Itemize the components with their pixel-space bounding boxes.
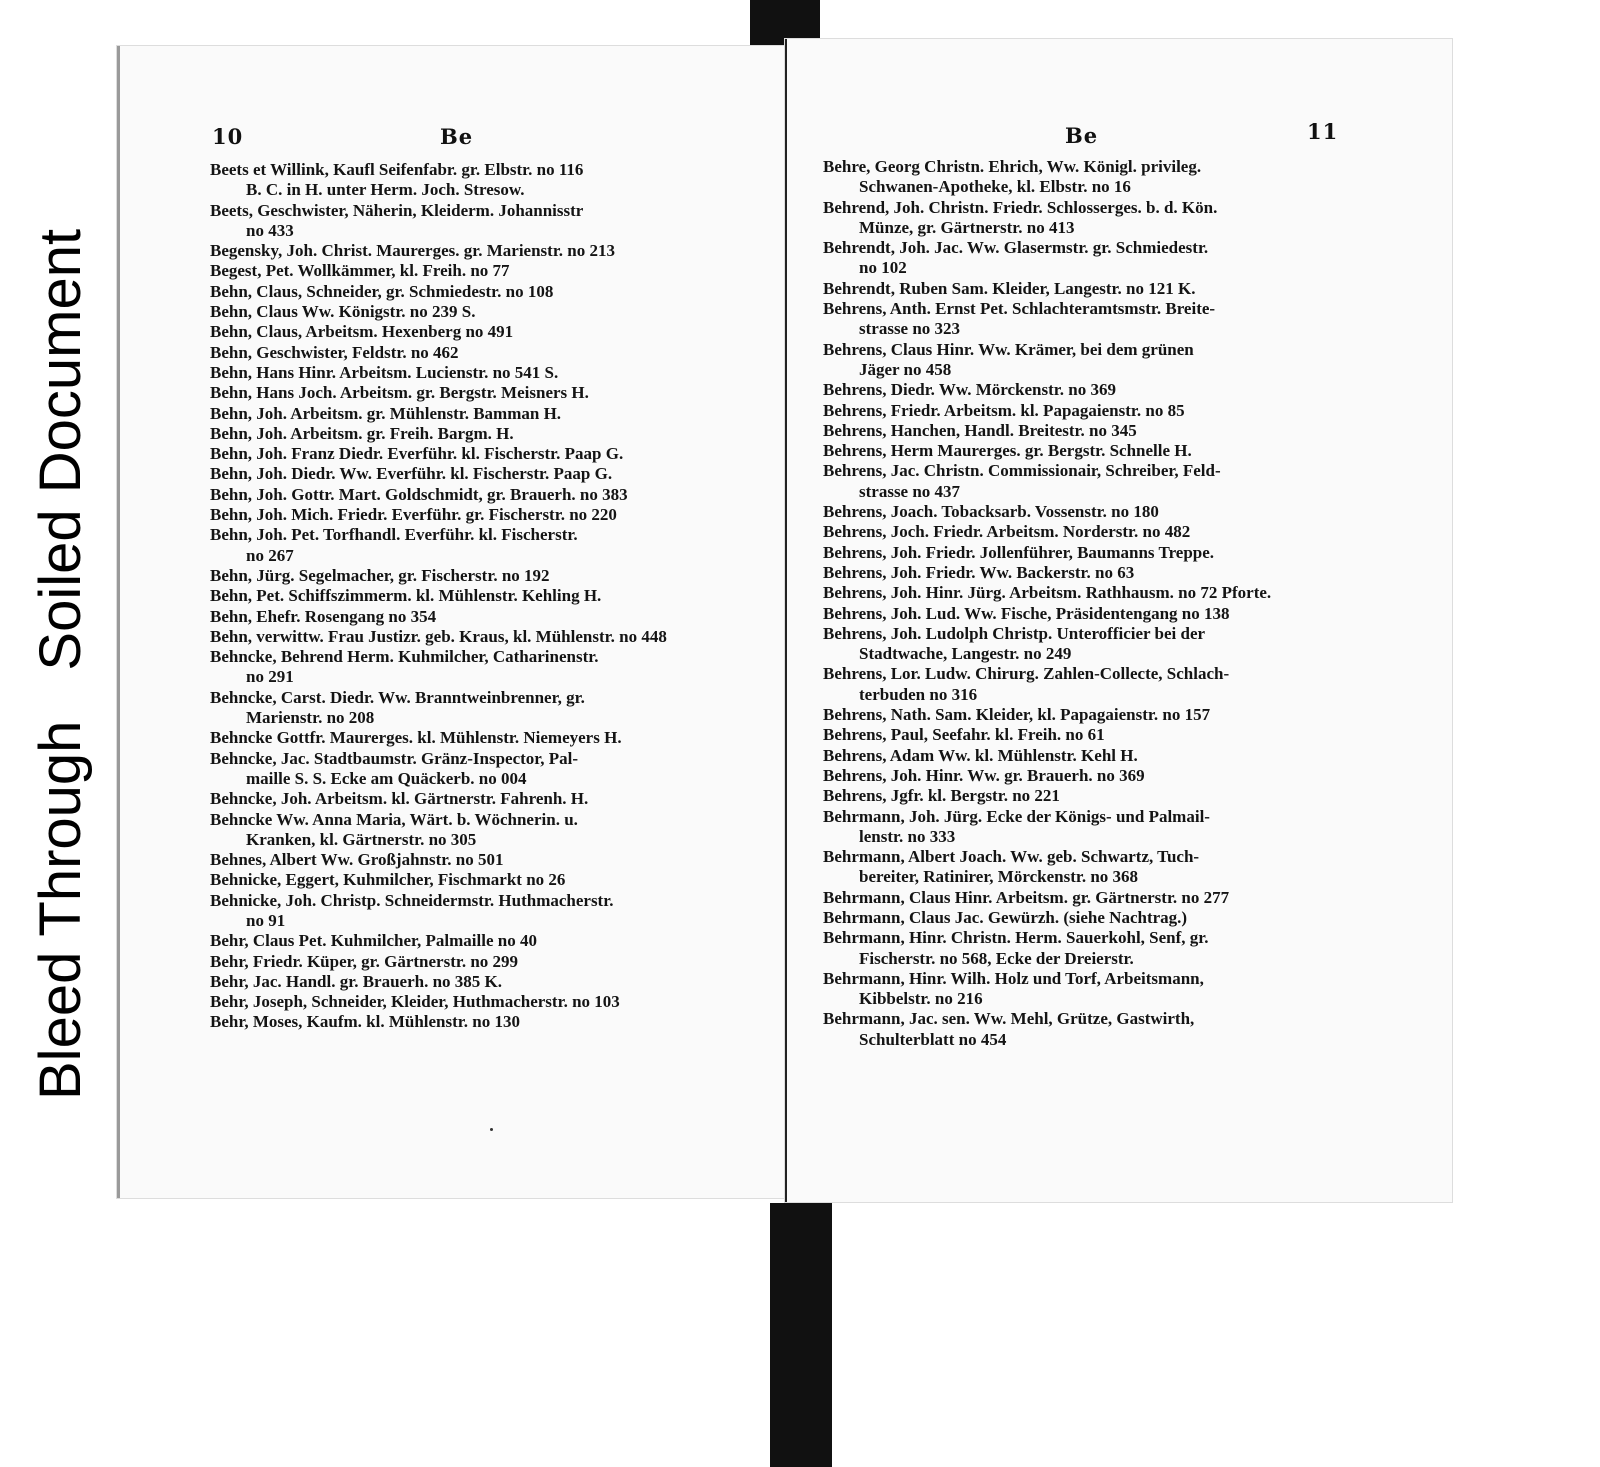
directory-entry: [823, 766, 1423, 786]
directory-entry: [823, 340, 1423, 381]
directory-entry: [823, 786, 1423, 806]
entry-line: Behr, Claus Pet. Kuhmilcher, Palmaille no 40: [210, 931, 537, 951]
entry-line: Behr, Jac. Handl. gr. Brauerh. no 385 K.: [210, 971, 503, 991]
directory-entry: [823, 664, 1423, 705]
directory-entry: [823, 1009, 1423, 1050]
entry-line: Behncke Gottfr. Maurerges. kl. Mühlenstr. Niemeyers H.: [210, 728, 622, 748]
bleed-through-label: Bleed Through: [27, 720, 93, 1100]
entry-line: Behrens, Herm Maurerges. gr. Bergstr. Schnelle H.: [823, 441, 1192, 461]
left-page-head: Be: [440, 124, 474, 149]
entry-line: Behrmann, Hinr. Wilh. Holz und Torf, Arbeitsmann,: [823, 968, 1204, 988]
entry-line: Behn, Joh. Pet. Torfhandl. Everführ. kl. Fischerstr.: [210, 525, 578, 545]
directory-entry: [210, 160, 800, 201]
entry-line: Behn, Claus, Schneider, gr. Schmiedestr. no 108: [210, 281, 554, 301]
directory-entry: [210, 505, 800, 525]
entry-line: Behrens, Joh. Friedr. Jollenführer, Baumanns Treppe.: [823, 542, 1215, 562]
directory-entry: [823, 157, 1423, 198]
entry-line: Behn, Claus Ww. Königstr. no 239 S.: [210, 302, 476, 322]
directory-entry: [823, 969, 1423, 1010]
directory-entry: [823, 725, 1423, 745]
entry-line: Behrens, Anth. Ernst Pet. Schlachteramtsmstr. Breite-: [823, 299, 1216, 319]
directory-entry: [823, 441, 1423, 461]
directory-entry: [210, 972, 800, 992]
entry-line: Behrens, Joach. Tobacksarb. Vossenstr. no 180: [823, 502, 1159, 522]
entry-line: Behn, Ehefr. Rosengang no 354: [210, 606, 437, 626]
directory-entry: [210, 789, 800, 809]
entry-line: Behn, Hans Joch. Arbeitsm. gr. Bergstr. Meisners H.: [210, 383, 589, 403]
entry-line: Behn, Joh. Arbeitsm. gr. Mühlenstr. Bamman H.: [210, 403, 562, 423]
directory-entry: [823, 502, 1423, 522]
entry-continuation: strasse no 437: [859, 481, 961, 501]
directory-entry: [210, 404, 800, 424]
entry-line: Behrens, Jgfr. kl. Bergstr. no 221: [823, 786, 1060, 806]
directory-entry: [823, 401, 1423, 421]
directory-entry: [210, 647, 800, 688]
directory-entry: [210, 566, 800, 586]
entry-continuation: bereiter, Ratinirer, Mörckenstr. no 368: [859, 867, 1139, 887]
soiled-document-label: Soiled Document: [27, 228, 93, 671]
entry-continuation: Fischerstr. no 568, Ecke der Dreierstr.: [859, 948, 1134, 968]
entry-continuation: no 91: [246, 910, 286, 930]
directory-entry: [210, 383, 800, 403]
directory-entry: [210, 688, 800, 729]
entry-line: Behrens, Paul, Seefahr. kl. Freih. no 61: [823, 725, 1105, 745]
directory-entry: [210, 952, 800, 972]
entry-line: Behrendt, Joh. Jac. Ww. Glasermstr. gr. Schmiedestr.: [823, 238, 1209, 258]
directory-entry: [210, 810, 800, 851]
entry-continuation: Münze, gr. Gärtnerstr. no 413: [859, 217, 1075, 237]
entry-line: Behrens, Jac. Christn. Commissionair, Schreiber, Feld-: [823, 461, 1221, 481]
directory-entry: [823, 928, 1423, 969]
directory-entry: [210, 485, 800, 505]
entry-line: Behncke, Jac. Stadtbaumstr. Gränz-Inspector, Pal-: [210, 748, 579, 768]
entry-line: Behn, Joh. Gottr. Mart. Goldschmidt, gr. Brauerh. no 383: [210, 484, 628, 504]
entry-line: Behrens, Diedr. Ww. Mörckenstr. no 369: [823, 380, 1116, 400]
entry-continuation: no 267: [246, 545, 294, 565]
entry-line: Behrmann, Hinr. Christn. Herm. Sauerkohl, Senf, gr.: [823, 928, 1209, 948]
directory-entry: [823, 198, 1423, 239]
entry-line: Behn, Claus, Arbeitsm. Hexenberg no 491: [210, 322, 514, 342]
entry-continuation: Marienstr. no 208: [246, 708, 375, 728]
directory-entry: [210, 261, 800, 281]
directory-entry: [823, 705, 1423, 725]
directory-entry: [210, 931, 800, 951]
directory-entry: [823, 299, 1423, 340]
directory-entry: [823, 238, 1423, 279]
entry-line: Behrens, Nath. Sam. Kleider, kl. Papagaienstr. no 157: [823, 705, 1211, 725]
ink-speck: [490, 1128, 493, 1131]
entry-continuation: terbuden no 316: [859, 684, 978, 704]
entry-line: Behrens, Hanchen, Handl. Breitestr. no 345: [823, 420, 1137, 440]
entry-line: Behn, verwittw. Frau Justizr. geb. Kraus, kl. Mühlenstr. no 448: [210, 626, 667, 646]
entry-continuation: Kranken, kl. Gärtnerstr. no 305: [246, 829, 477, 849]
directory-entry: [823, 522, 1423, 542]
entry-line: Behn, Joh. Mich. Friedr. Everführ. gr. Fischerstr. no 220: [210, 505, 617, 525]
directory-entry: [210, 891, 800, 932]
directory-entry: [210, 525, 800, 566]
entry-line: Behr, Moses, Kaufm. kl. Mühlenstr. no 130: [210, 1012, 520, 1032]
entry-line: Behr, Joseph, Schneider, Kleider, Huthmacherstr. no 103: [210, 992, 620, 1012]
entry-line: Behr, Friedr. Küper, gr. Gärtnerstr. no 299: [210, 951, 519, 971]
entry-line: Behn, Joh. Franz Diedr. Everführ. kl. Fischerstr. Paap G.: [210, 444, 624, 464]
directory-entry: [210, 363, 800, 383]
directory-entry: [210, 607, 800, 627]
directory-entry: [210, 424, 800, 444]
entry-line: Behrend, Joh. Christn. Friedr. Schlosserges. b. d. Kön.: [823, 197, 1218, 217]
entry-line: Behrens, Friedr. Arbeitsm. kl. Papagaienstr. no 85: [823, 400, 1185, 420]
entry-line: Beets et Willink, Kaufl Seifenfabr. gr. Elbstr. no 116: [210, 160, 584, 179]
directory-entry: [823, 279, 1423, 299]
entry-continuation: Kibbelstr. no 216: [859, 989, 983, 1009]
entry-line: Behn, Geschwister, Feldstr. no 462: [210, 342, 459, 362]
entry-line: Behrens, Joh. Hinr. Ww. gr. Brauerh. no 369: [823, 765, 1145, 785]
directory-entry: [823, 807, 1423, 848]
binding-tape-bottom: [770, 1203, 832, 1467]
entry-continuation: B. C. in H. unter Herm. Joch. Stresow.: [246, 180, 525, 200]
entry-line: Behn, Joh. Arbeitsm. gr. Freih. Bargm. H.: [210, 423, 514, 443]
entry-line: Behrendt, Ruben Sam. Kleider, Langestr. no 121 K.: [823, 278, 1196, 298]
entry-line: Behrmann, Joh. Jürg. Ecke der Königs- und Palmail-: [823, 806, 1210, 826]
entry-line: Beets, Geschwister, Näherin, Kleiderm. Johannisstr: [210, 200, 584, 220]
entry-line: Behrens, Adam Ww. kl. Mühlenstr. Kehl H.: [823, 745, 1138, 765]
entry-line: Behncke Ww. Anna Maria, Wärt. b. Wöchnerin. u.: [210, 809, 578, 829]
directory-entry: [823, 847, 1423, 888]
entry-line: Begest, Pet. Wollkämmer, kl. Freih. no 77: [210, 261, 510, 281]
directory-entry: [823, 461, 1423, 502]
entry-line: Behnes, Albert Ww. Großjahnstr. no 501: [210, 850, 504, 870]
directory-entry: [210, 444, 800, 464]
directory-entry: [823, 421, 1423, 441]
entry-continuation: no 433: [246, 220, 294, 240]
entry-line: Behre, Georg Christn. Ehrich, Ww. Königl. privileg.: [823, 157, 1202, 176]
entry-continuation: no 291: [246, 667, 294, 687]
entry-line: Behn, Joh. Diedr. Ww. Everführ. kl. Fischerstr. Paap G.: [210, 464, 613, 484]
entry-continuation: strasse no 323: [859, 319, 961, 339]
entry-line: Behncke, Joh. Arbeitsm. kl. Gärtnerstr. Fahrenh. H.: [210, 789, 589, 809]
entry-line: Behrmann, Claus Jac. Gewürzh. (siehe Nachtrag.): [823, 907, 1188, 927]
directory-entry: [823, 604, 1423, 624]
entry-line: Behrens, Joh. Ludolph Christp. Unterofficier bei der: [823, 623, 1206, 643]
directory-entry: [823, 746, 1423, 766]
entry-line: Behrens, Joh. Friedr. Ww. Backerstr. no 63: [823, 562, 1135, 582]
entry-line: Behrens, Joh. Hinr. Jürg. Arbeitsm. Rathhausm. no 72 Pforte.: [823, 583, 1272, 603]
left-page: [117, 46, 788, 1198]
entry-line: Behrmann, Jac. sen. Ww. Mehl, Grütze, Gastwirth,: [823, 1009, 1195, 1029]
directory-entry: [210, 302, 800, 322]
entry-continuation: Stadtwache, Langestr. no 249: [859, 644, 1072, 664]
entry-line: Behrens, Lor. Ludw. Chirurg. Zahlen-Collecte, Schlach-: [823, 664, 1230, 684]
directory-entry: [823, 563, 1423, 583]
entry-continuation: no 102: [859, 258, 907, 278]
directory-entry: [210, 749, 800, 790]
directory-entry: [210, 241, 800, 261]
entry-line: Behncke, Behrend Herm. Kuhmilcher, Catharinenstr.: [210, 647, 599, 667]
right-page-number: 11: [1307, 119, 1339, 144]
directory-entry: [823, 543, 1423, 563]
directory-entry: [210, 992, 800, 1012]
directory-entry: [210, 627, 800, 647]
directory-entry: [210, 282, 800, 302]
directory-entry: [210, 201, 800, 242]
entry-line: Behrens, Joch. Friedr. Arbeitsm. Norderstr. no 482: [823, 522, 1191, 542]
directory-entry: [823, 888, 1423, 908]
entry-line: Behrmann, Claus Hinr. Arbeitsm. gr. Gärtnerstr. no 277: [823, 887, 1230, 907]
entry-line: Behn, Hans Hinr. Arbeitsm. Lucienstr. no 541 S.: [210, 362, 559, 382]
directory-entry: [210, 464, 800, 484]
left-page-number: 10: [212, 124, 244, 149]
right-page: [785, 39, 1452, 1202]
right-page-head: Be: [1065, 123, 1099, 148]
entry-line: Behncke, Carst. Diedr. Ww. Branntweinbrenner, gr.: [210, 687, 585, 707]
directory-entry: [210, 586, 800, 606]
entry-continuation: lenstr. no 333: [859, 826, 956, 846]
entry-continuation: Schulterblatt no 454: [859, 1029, 1007, 1049]
entry-line: Behrmann, Albert Joach. Ww. geb. Schwartz, Tuch-: [823, 847, 1200, 867]
entry-continuation: Schwanen-Apotheke, kl. Elbstr. no 16: [859, 177, 1131, 197]
entry-continuation: Jäger no 458: [859, 359, 952, 379]
directory-entry: [210, 322, 800, 342]
condition-label: [20, 100, 100, 1100]
directory-entry: [210, 1012, 800, 1032]
directory-entry: [210, 850, 800, 870]
directory-entry: [210, 870, 800, 890]
directory-entry: [823, 908, 1423, 928]
entry-line: Behnicke, Eggert, Kuhmilcher, Fischmarkt no 26: [210, 870, 566, 890]
directory-entry: [210, 728, 800, 748]
entry-line: Behn, Jürg. Segelmacher, gr. Fischerstr. no 192: [210, 565, 550, 585]
directory-entry: [823, 624, 1423, 665]
entry-line: Behnicke, Joh. Christp. Schneidermstr. Huthmacherstr.: [210, 890, 614, 910]
right-entry-list: [823, 157, 1423, 1050]
entry-line: Behrens, Claus Hinr. Ww. Krämer, bei dem grünen: [823, 339, 1194, 359]
entry-line: Begensky, Joh. Christ. Maurerges. gr. Marienstr. no 213: [210, 241, 616, 261]
entry-line: Behrens, Joh. Lud. Ww. Fische, Präsidentengang no 138: [823, 603, 1230, 623]
directory-entry: [823, 583, 1423, 603]
entry-line: Behn, Pet. Schiffszimmerm. kl. Mühlenstr. Kehling H.: [210, 586, 602, 606]
entry-continuation: maille S. S. Ecke am Quäckerb. no 004: [246, 768, 527, 788]
directory-entry: [823, 380, 1423, 400]
directory-entry: [210, 343, 800, 363]
left-entry-list: [210, 160, 800, 1033]
